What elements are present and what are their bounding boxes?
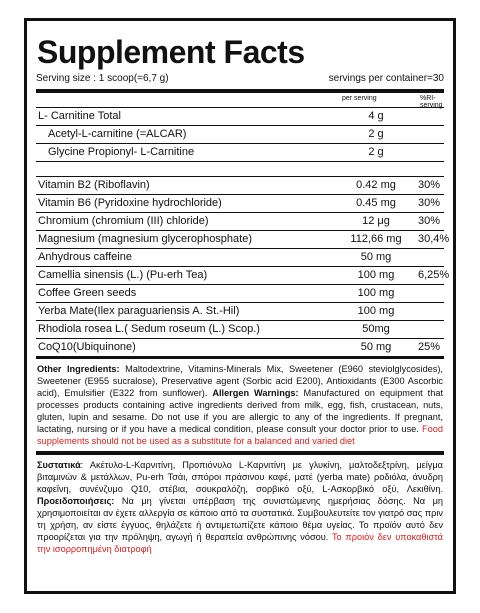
row-amount: 100 mg <box>357 287 395 299</box>
row-amount: 2 g <box>368 128 384 140</box>
row-name: Vitamin B2 (Riboflavin) <box>38 179 150 191</box>
row-name: CoQ10(Ubiquinone) <box>38 341 136 353</box>
row-amount: 50mg <box>362 323 390 335</box>
other-ingredients-text: Maltodextrine, Vitamins-Minerals Mix, Sweetener (E960 steviolglycosides), Sweetener (E955 sucralose), Preservative agent (Sorbic acid E200), Antioxidants (E300 Ascorbic acid), Emulsifier (E322 from sunflower). <box>37 364 443 398</box>
row-spacer <box>36 162 444 177</box>
ingredients-section <box>36 363 444 447</box>
allergen-text: Manufactured on equipment that processes products containing active ingredients derived from milk, egg, fish, crustacean, nuts, gluten, lupin and sesame. Do not use if you are allergic to any of the ingredients. If pregnant, lactating, nursing or if you have a medical condition, please consult your doctor prior to use. <box>37 388 443 434</box>
row-amount: 4 g <box>368 110 384 122</box>
row-ri: 30% <box>418 197 441 209</box>
table-row <box>36 321 444 339</box>
row-amount: 50 mg <box>360 251 392 263</box>
column-header <box>36 93 444 107</box>
row-name: Coffee Green seeds <box>38 287 137 299</box>
facts-table <box>36 107 450 359</box>
page-title: Supplement Facts <box>37 34 305 70</box>
col-ri: %RI- serving <box>420 95 443 109</box>
row-amount: 100 mg <box>357 269 395 281</box>
row-amount: 112,66 mg <box>350 233 402 245</box>
allergen-red-warning: Food supplements should not be used as a substitute for a balanced and varied diet <box>37 424 443 446</box>
row-name: Anhydrous caffeine <box>38 251 132 263</box>
other-ingredients-label: Other Ingredients: <box>37 364 120 374</box>
supplement-facts-label <box>24 18 456 594</box>
table-row <box>36 108 444 126</box>
row-amount: 2 g <box>368 146 384 158</box>
row-amount: 0.42 mg <box>356 179 396 191</box>
row-name: Camellia sinensis (L.) (Pu-erh Tea) <box>38 269 208 281</box>
greek-ingredients-label: Συστατικά <box>37 460 81 470</box>
table-row <box>36 231 450 249</box>
section-divider <box>36 451 444 455</box>
serving-info <box>36 73 444 85</box>
greek-warnings-label: Προειδοποιήσεις: <box>37 496 115 506</box>
greek-warnings-text: Να μη γίνεται υπέρβαση της συνιστώμενης ημερήσιας δόσης. Να μη χρησιμοποιείται αν έχετε αλλεργία σε κάποιο από τα συστατικά. Συμβουλευτείτε τον γιατρό σας πριν τη χρήση, αν είστε έγγυος, θηλάζετε ή αντιμετωπίζετε κάποιο θέμα υγείας. Το προϊόν αυτό δεν προορίζεται για την πρόληψη, αγωγή ή θεραπεία ανθρώπινης νόσου. <box>37 496 443 542</box>
row-name: Yerba Mate(Ilex paraguariensis A. St.-Hil) <box>38 305 240 317</box>
serving-size: Serving size : 1 scoop(=6,7 g) <box>36 73 169 84</box>
allergen-label: Allergen Warnings: <box>212 388 299 398</box>
row-ri: 30,4% <box>418 233 450 245</box>
table-row <box>36 249 444 267</box>
row-name: Magnesium (magnesium glycerophosphate) <box>38 233 252 245</box>
col-per-serving: per serving <box>342 95 377 102</box>
table-row <box>36 177 444 195</box>
row-name: L- Carnitine Total <box>38 110 121 122</box>
row-name: Glycine Propionyl- L-Carnitine <box>48 146 195 158</box>
table-row <box>36 339 444 359</box>
row-ri: 30% <box>418 215 441 227</box>
row-ri: 30% <box>418 179 441 191</box>
row-name: Chromium (chromium (III) chloride) <box>38 215 209 227</box>
row-name: Vitamin B6 (Pyridoxine hydrochloride) <box>38 197 222 209</box>
row-amount: 50 mg <box>360 341 392 353</box>
table-row <box>36 126 444 144</box>
table-row <box>36 144 444 162</box>
table-row <box>36 303 444 321</box>
table-row <box>36 213 444 231</box>
servings-per-container: servings per container=30 <box>328 73 444 84</box>
greek-red-warning: Το προιόν δεν υποκαθιστά την ισορροπημένη διατροφή <box>37 532 443 554</box>
greek-section <box>36 459 444 555</box>
table-row <box>36 285 444 303</box>
table-row <box>36 195 444 213</box>
row-amount: 12 μg <box>362 215 390 227</box>
row-name: Acetyl-L-carnitine (=ALCAR) <box>48 128 187 140</box>
table-row <box>36 267 450 285</box>
greek-ingredients-text: : Ακέτυλο-L-Καρνιτίνη, Προπιόνυλο L-Καρνιτίνη με γλυκίνη, μαλτοδεξτρίνη, μείγμα βιταμινών & μετάλλων, Pu-erh Τσάι, σπόροι πράσινου καφέ, ματέ (yerba mate) ροδιόλα, άνυδρη καφεΐνη, συνένζυμο Q10, στέβια, σουκραλόζη, σορβικό οξύ, L-Ασκορβικό οξύ, Λεκιθίνη. <box>37 460 443 494</box>
row-name: Rhodiola rosea L.( Sedum roseum (L.) Scop.) <box>38 323 260 335</box>
row-ri: 25% <box>418 341 441 353</box>
row-ri: 6,25% <box>418 269 450 281</box>
row-amount: 100 mg <box>357 305 395 317</box>
row-amount: 0.45 mg <box>356 197 396 209</box>
